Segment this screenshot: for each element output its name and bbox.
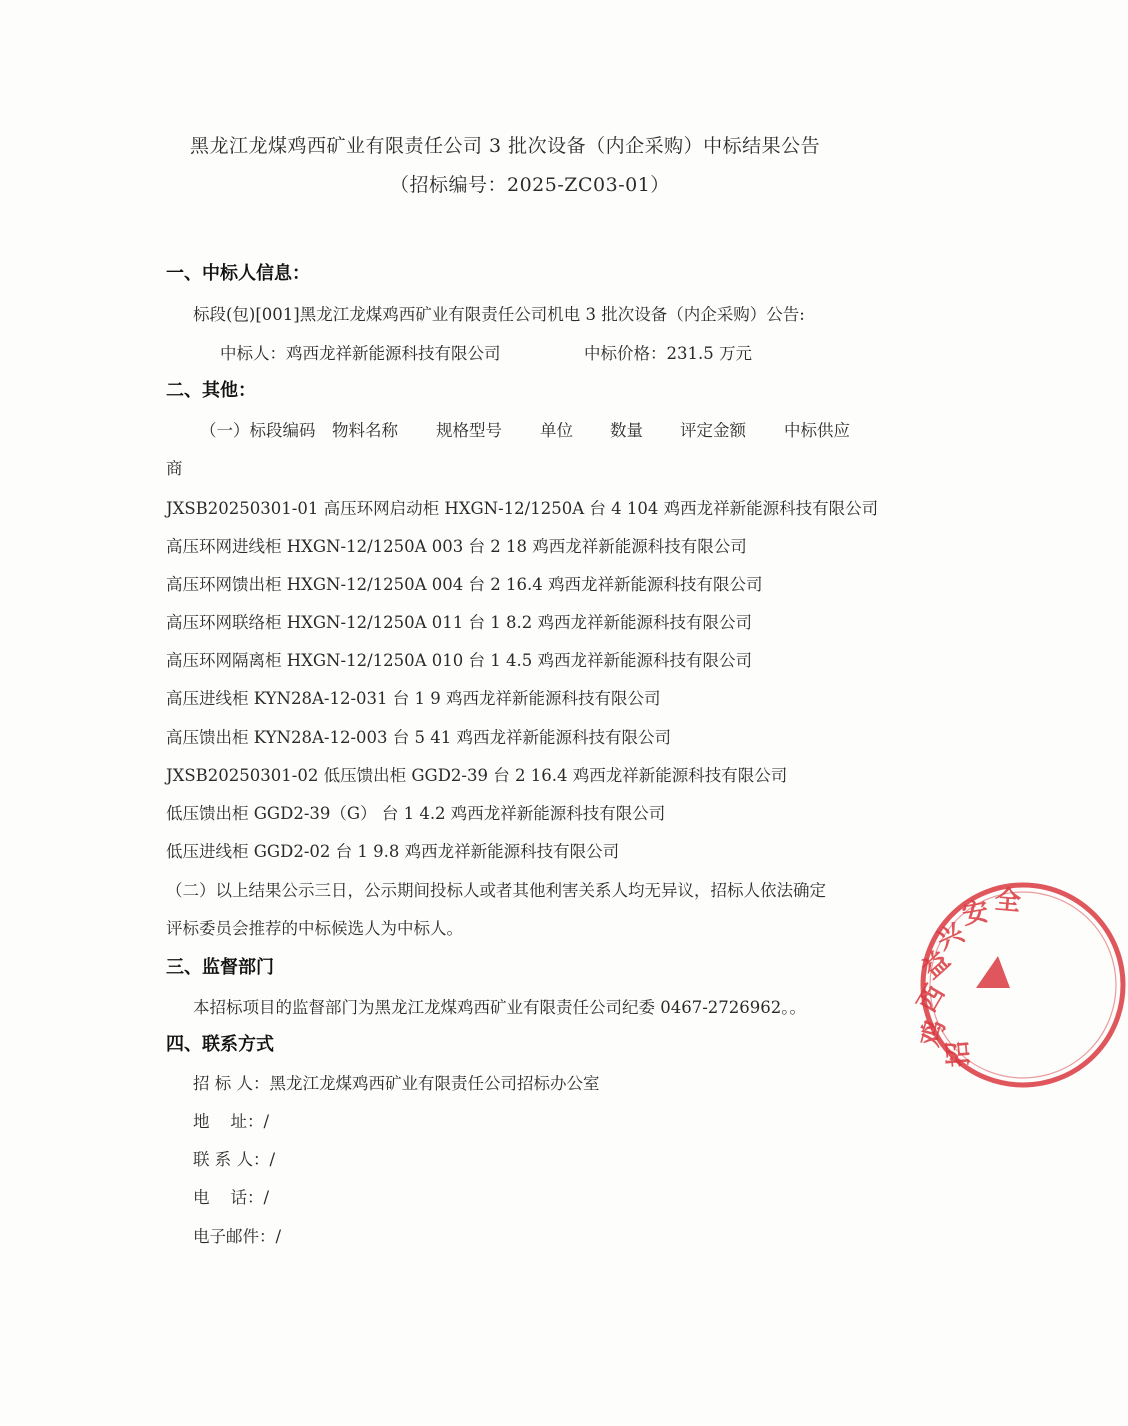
svg-text:西: 西 [912, 979, 952, 1018]
contact-address: 地 址：/ [193, 1112, 270, 1131]
table-row: 高压环网隔离柜 HXGN-12/1250A 010 台 1 4.5 鸡西龙祥新能源科技有限公司 [166, 651, 752, 670]
winner-name: 中标人：鸡西龙祥新能源科技有限公司 [220, 344, 501, 363]
table-row: 低压进线柜 GGD2-02 台 1 9.8 鸡西龙祥新能源科技有限公司 [166, 842, 620, 861]
svg-text:益: 益 [916, 945, 957, 986]
table-header-cell: 规格型号 [436, 421, 502, 440]
table-header-cell: 数量 [610, 421, 643, 440]
supervision-text: 本招标项目的监督部门为黑龙江龙煤鸡西矿业有限责任公司纪委 0467-2726962。。 [193, 998, 807, 1017]
publicity-note-continued: 评标委员会推荐的中标候选人为中标人。 [166, 919, 463, 938]
section-heading-contact: 四、联系方式 [166, 1034, 274, 1055]
section-heading-winner-info: 一、中标人信息： [166, 263, 310, 284]
table-row: 高压环网馈出柜 HXGN-12/1250A 004 台 2 16.4 鸡西龙祥新能源科技有限公司 [166, 575, 763, 594]
table-header-cell: 单位 [540, 421, 573, 440]
contact-phone: 电 话：/ [193, 1188, 270, 1207]
svg-text:全: 全 [993, 885, 1022, 918]
lot-description: 标段(包)[001]黑龙江龙煤鸡西矿业有限责任公司机电 3 批次设备（内企采购）公告: [193, 305, 805, 324]
svg-text:安: 安 [960, 896, 991, 931]
section-heading-other: 二、其他： [166, 380, 256, 401]
table-row: JXSB20250301-01 高压环网启动柜 HXGN-12/1250A 台 4 104 鸡西龙祥新能源科技有限公司 [166, 499, 879, 518]
contact-tenderer: 招 标 人：黑龙江龙煤鸡西矿业有限责任公司招标办公室 [193, 1074, 600, 1093]
table-row: 高压环网进线柜 HXGN-12/1250A 003 台 2 18 鸡西龙祥新能源科技有限公司 [166, 537, 747, 556]
table-row: 高压馈出柜 KYN28A-12-003 台 5 41 鸡西龙祥新能源科技有限公司 [166, 728, 671, 747]
table-header-cell: 物料名称 [332, 421, 398, 440]
winning-price: 中标价格：231.5 万元 [584, 344, 752, 363]
section-heading-supervision: 三、监督部门 [166, 957, 274, 978]
document-title: 黑龙江龙煤鸡西矿业有限责任公司 3 批次设备（内企采购）中标结果公告 [190, 135, 821, 157]
table-row: 高压进线柜 KYN28A-12-031 台 1 9 鸡西龙祥新能源科技有限公司 [166, 689, 661, 708]
table-row: 高压环网联络柜 HXGN-12/1250A 011 台 1 8.2 鸡西龙祥新能源科技有限公司 [166, 613, 752, 632]
svg-text:招: 招 [942, 1039, 975, 1069]
svg-text:兴: 兴 [932, 918, 969, 957]
svg-text:鸡: 鸡 [915, 1016, 952, 1050]
table-row: 低压馈出柜 GGD2-39（G） 台 1 4.2 鸡西龙祥新能源科技有限公司 [166, 804, 666, 823]
official-seal-stamp [912, 880, 1128, 1090]
table-header-row [0, 420, 1000, 444]
contact-email: 电子邮件：/ [193, 1227, 282, 1246]
document-number: （招标编号：2025-ZC03-01） [390, 174, 670, 196]
table-header-cell: （一）标段编码 [200, 421, 316, 440]
table-header-wrap: 商 [166, 459, 183, 478]
table-header-cell: 中标供应 [784, 421, 850, 440]
publicity-note: （二）以上结果公示三日，公示期间投标人或者其他利害关系人均无异议，招标人依法确定 [166, 881, 826, 900]
contact-person: 联 系 人：/ [193, 1150, 276, 1169]
table-row: JXSB20250301-02 低压馈出柜 GGD2-39 台 2 16.4 鸡西龙祥新能源科技有限公司 [166, 766, 788, 785]
table-header-cell: 评定金额 [680, 421, 746, 440]
